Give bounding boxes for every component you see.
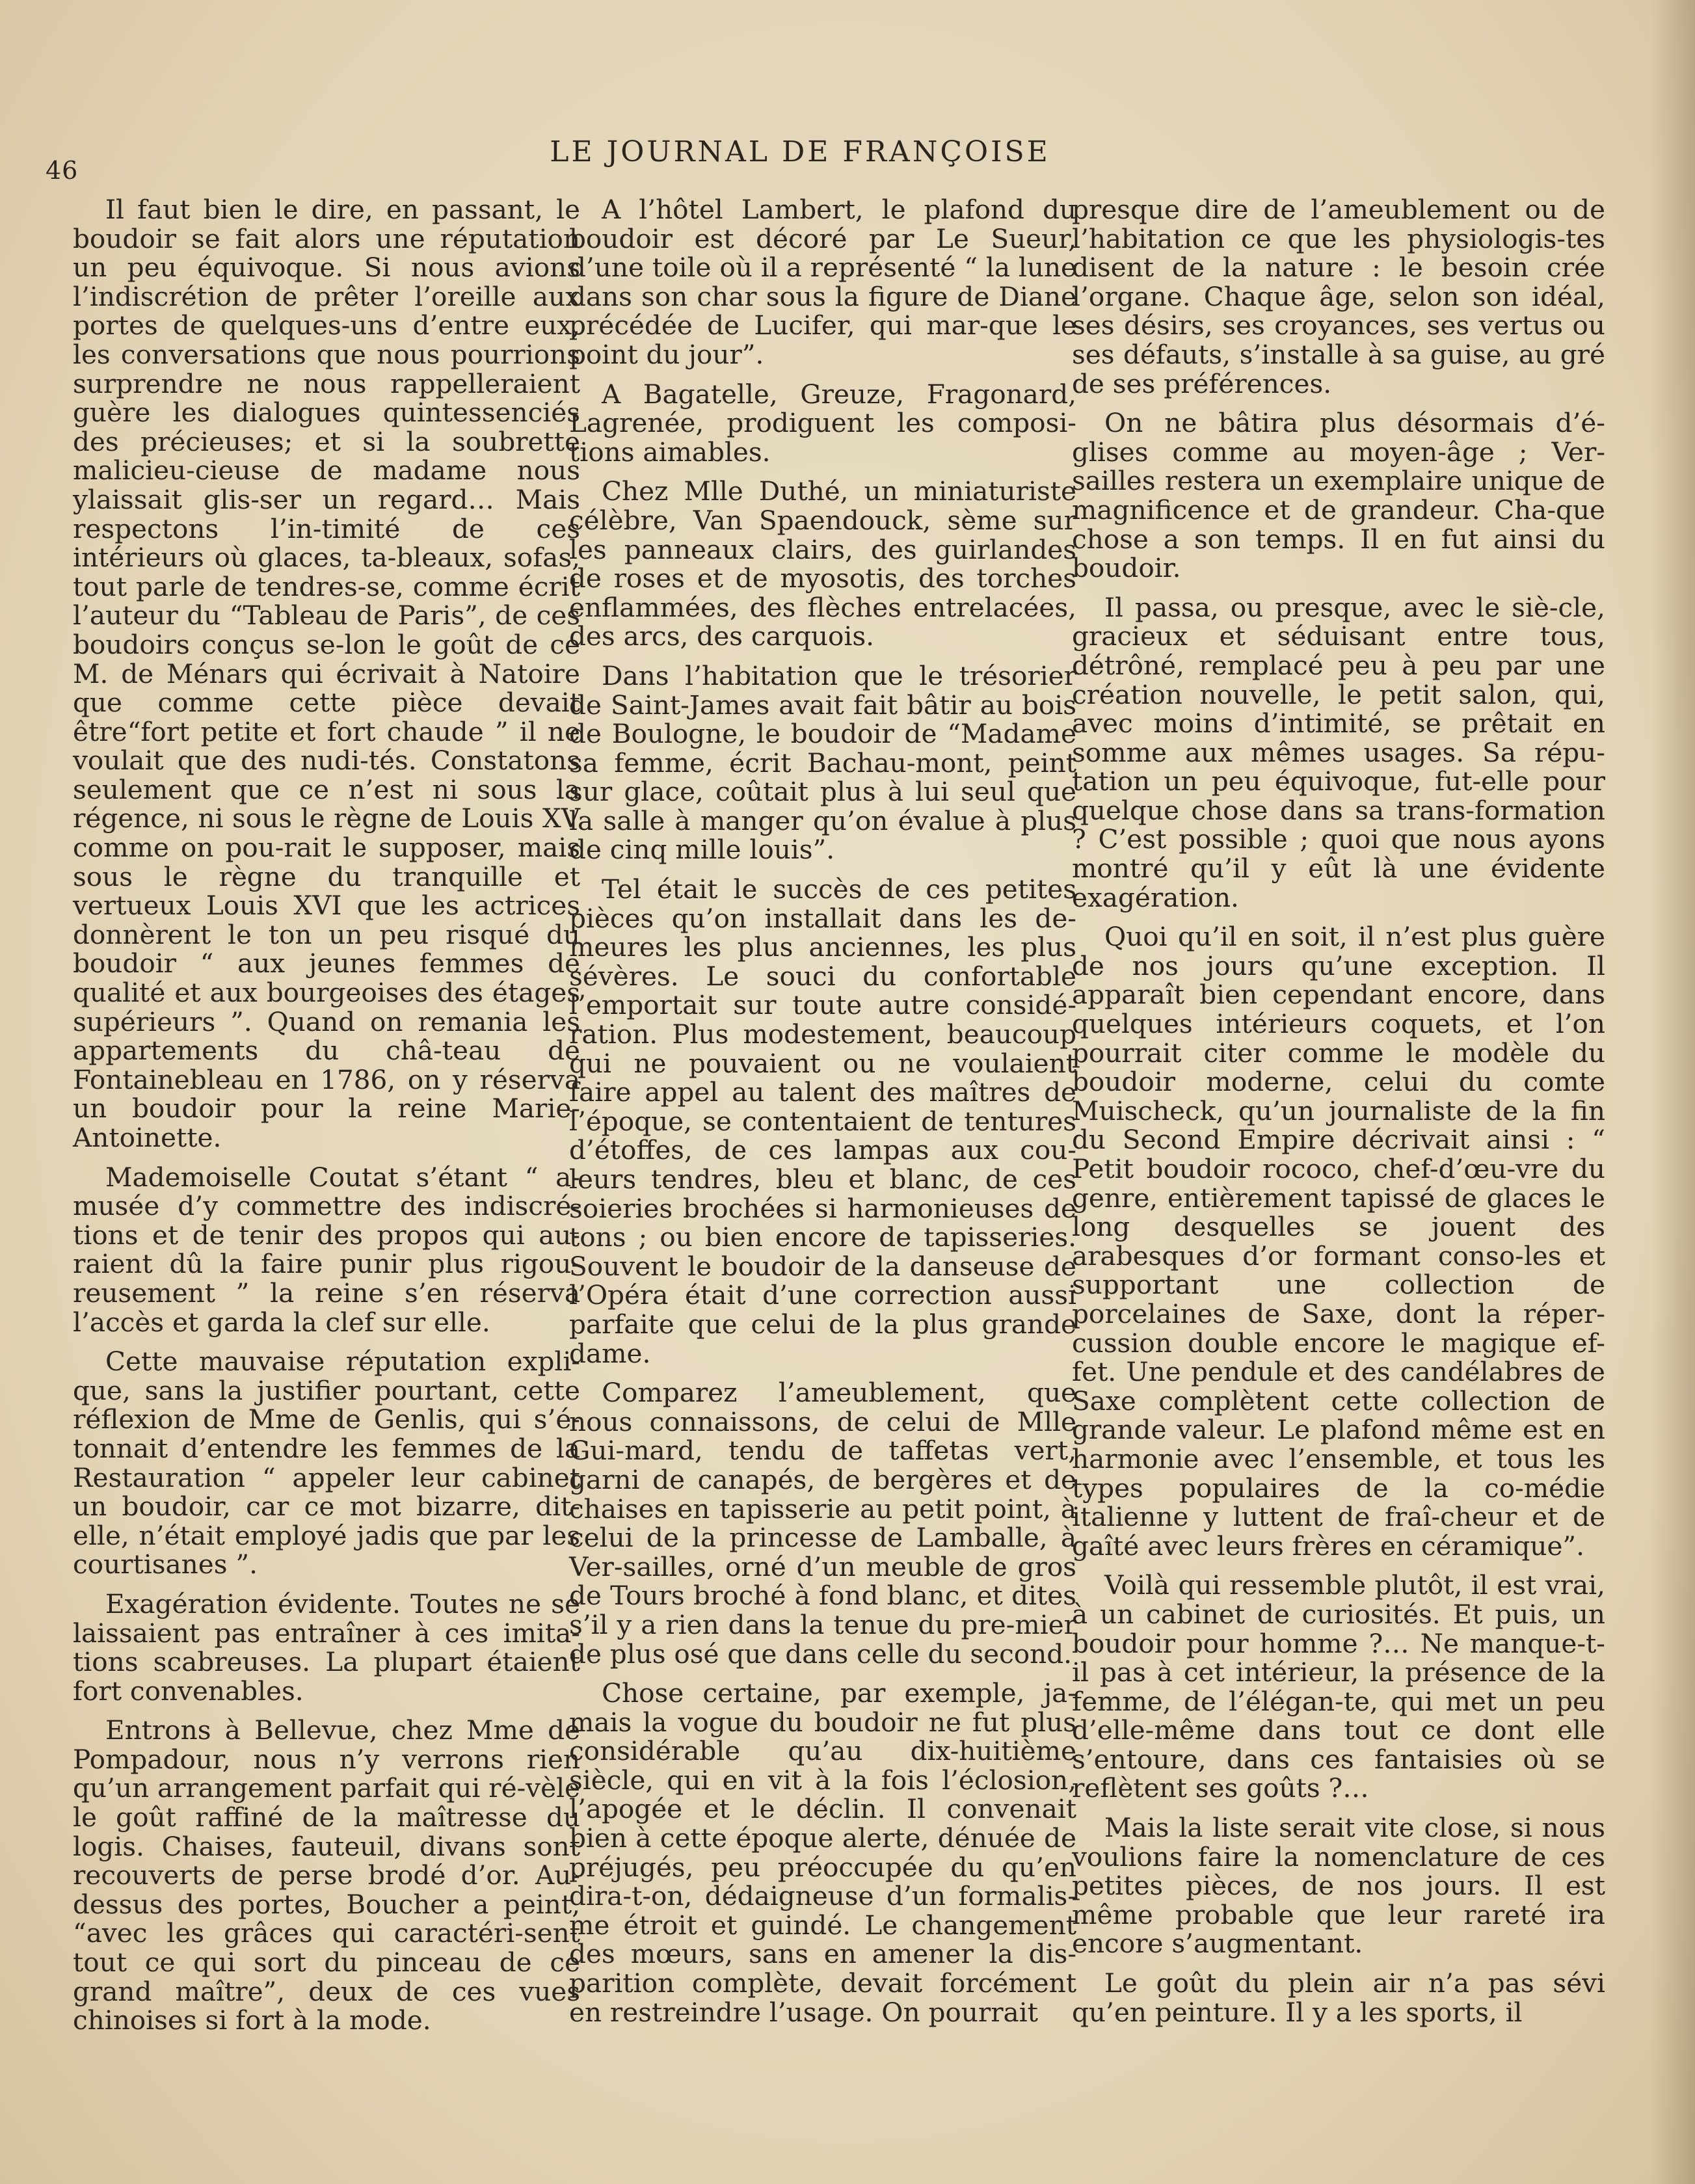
paragraph: Entrons à Bellevue, chez Mme de Pompadour, nous n’y verrons rien qu’un arrangement parfait qui ré-vèle le goût raffiné de la maîtresse du logis. Chaises, fauteuil, divans sont recouverts de perse brodé d’or. Au-dessus des portes, Boucher a peint, “avec les grâces qui caractéri-sent tout ce qui sort du pinceau de ce grand maître”, deux de ces vues chinoises si fort à la mode. (73, 1714, 580, 2036)
paragraph: A l’hôtel Lambert, le plafond du boudoir est décoré par Le Sueur, d’une toile où il a représenté “ la lune dans son char sous la figure de Diane précédée de Lucifer, qui mar-que le point du jour”. (569, 194, 1076, 370)
page-edge-shadow (1649, 0, 1695, 2184)
paragraph: Exagération évidente. Toutes ne se laissaient pas entraîner à ces imita-tions scabreuses. La plupart étaient fort convenables. (73, 1588, 580, 1707)
paragraph: Comparez l’ameublement, que nous connaissons, de celui de Mlle Gui-mard, tendu de taffetas vert, garni de canapés, de bergères et de chaises en tapisserie au petit point, à celui de la princesse de Lamballe, à Ver-sailles, orné d’un meuble de gros de Tours broché à fond blanc, et dites s’il y a rien dans la tenue du pre-mier de plus osé que dans celle du second. (569, 1377, 1076, 1670)
paragraph: presque dire de l’ameublement ou de l’habitation ce que les physiologis-tes disent de la nature : le besoin crée l’organe. Chaque âge, selon son idéal, ses désirs, ses croyances, ses vertus ou ses défauts, s’installe à sa guise, au gré de ses préférences. (1072, 194, 1605, 399)
paragraph: On ne bâtira plus désormais d’é-glises comme au moyen-âge ; Ver-sailles restera un exemplaire unique de magnificence et de grandeur. Cha-que chose a son temps. Il en fut ainsi du boudoir. (1072, 407, 1605, 584)
paragraph: Voilà qui ressemble plutôt, il est vrai, à un cabinet de curiosités. Et puis, un boudoir pour homme ?… Ne manque-t-il pas à cet intérieur, la présence de la femme, de l’élégan-te, qui met un peu d’elle-même dans tout ce dont elle s’entoure, dans ces fantaisies où se reflètent ses goûts ?… (1072, 1569, 1605, 1804)
paragraph: Chose certaine, par exemple, ja-mais la vogue du boudoir ne fut plus considérable qu’au dix-huitième siècle, qui en vit à la fois l’éclosion, l’apogée et le déclin. Il convenait bien à cette époque alerte, dénuée de préjugés, peu préoccupée du qu’en dira-t-on, dédaigneuse d’un formalis-me étroit et guindé. Le changement des mœurs, sans en amener la dis-parition complète, devait forcément en restreindre l’usage. On pourrait (569, 1677, 1076, 2028)
paragraph: Mademoiselle Coutat s’étant “ a-musée d’y commettre des indiscré-tions et de tenir des propos qui au-raient dû la faire punir plus rigou-reusement ” la reine s’en réserva l’accès et garda la clef sur elle. (73, 1161, 580, 1338)
paragraph: Cette mauvaise réputation expli-que, sans la justifier pourtant, cette réflexion de Mme de Genlis, qui s’é-tonnait d’entendre les femmes de la Restauration “ appeler leur cabinet un boudoir, car ce mot bizarre, dit-elle, n’était employé jadis que par les courtisanes ”. (73, 1346, 580, 1580)
text-column-3 (1072, 195, 1605, 2037)
paragraph: A Bagatelle, Greuze, Fragonard, Lagrenée, prodiguent les composi-tions aimables. (569, 378, 1076, 468)
page-number: 46 (46, 156, 79, 185)
paragraph: Chez Mlle Duthé, un miniaturiste célèbre, Van Spaendouck, sème sur les panneaux clairs, des guirlandes de roses et de myosotis, des torches enflammées, des flèches entrelacées, des arcs, des carquois. (569, 475, 1076, 652)
paragraph: Dans l’habitation que le trésorier de Saint-James avait fait bâtir au bois de Boulogne, le boudoir de “Madame sa femme, écrit Bachau-mont, peint sur glace, coûtait plus à lui seul que la salle à manger qu’on évalue à plus de cinq mille louis”. (569, 659, 1076, 866)
text-column-2 (569, 195, 1076, 2037)
paragraph: Quoi qu’il en soit, il n’est plus guère de nos jours qu’une exception. Il apparaît bien cependant encore, dans quelques intérieurs coquets, et l’on pourrait citer comme le modèle du boudoir moderne, celui du comte Muischeck, qu’un journaliste de la fin du Second Empire décrivait ainsi : “ Petit boudoir rococo, chef-d’œu-vre du genre, entièrement tapissé de glaces le long desquelles se jouent des arabesques d’or formant conso-les et supportant une collection de porcelaines de Saxe, dont la réper-cussion double encore le magique ef-fet. Une pendule et des candélabres de Saxe complètent cette collection de grande valeur. Le plafond même est en harmonie avec l’ensemble, et tous les types populaires de la co-médie italienne y luttent de fraî-cheur et de gaîté avec leurs frères en céramique”. (1072, 921, 1605, 1562)
paragraph: Il faut bien le dire, en passant, le boudoir se fait alors une réputation un peu équivoque. Si nous avions l’indiscrétion de prêter l’oreille aux portes de quelques-uns d’entre eux, les conversations que nous pourrions surprendre ne nous rappelleraient guère les dialogues quintessenciés des précieuses; et si la soubrette malicieu-cieuse de madame nous ylaissait glis-ser un regard… Mais respectons l’in-timité de ces intérieurs où glaces, ta-bleaux, sofas, tout parle de tendres-se, comme écrit l’auteur du “Tableau de Paris”, de ces boudoirs conçus se-lon le goût de ce M. de Ménars qui écrivait à Natoire que comme cette pièce devait être“fort petite et fort chaude ” il ne voulait que des nudi-tés. Constatons seulement que ce n’est ni sous la régence, ni sous le règne de Louis XV comme on pou-rait le supposer, mais sous le règne du tranquille et vertueux Louis XVI que les actrices donnèrent le ton un peu risqué du boudoir “ aux jeunes femmes de qualité et aux bourgeoises des étages supérieurs ”. Quand on remania les appartements du châ-teau de Fontainebleau en 1786, on y réserva un boudoir pour la reine Marie-Antoinette. (73, 194, 580, 1153)
paragraph: Le goût du plein air n’a pas sévi qu’en peinture. Il y a les sports, il (1072, 1967, 1605, 2028)
paragraph: Tel était le succès de ces petites pièces qu’on installait dans les de-meures les plus anciennes, les plus sévères. Le souci du confortable l’emportait sur toute autre considé-ration. Plus modestement, beaucoup qui ne pouvaient ou ne voulaient faire appel au talent des maîtres de l’époque, se contentaient de tentures d’étoffes, de ces lampas aux cou-leurs tendres, bleu et blanc, de ces soieries brochées si harmonieuses de tons ; ou bien encore de tapisseries. Souvent le boudoir de la danseuse de l’Opéra était d’une correction aussi parfaite que celui de la plus grande dame. (569, 873, 1076, 1369)
text-column-1 (73, 195, 580, 2045)
paragraph: Mais la liste serait vite close, si nous voulions faire la nomenclature de ces petites pièces, de nos jours. Il est même probable que leur rareté ira encore s’augmentant. (1072, 1812, 1605, 1960)
paragraph: Il passa, ou presque, avec le siè-cle, gracieux et séduisant entre tous, détrôné, remplacé peu à peu par une création nouvelle, le petit salon, qui, avec moins d’intimité, se prêtait en somme aux mêmes usages. Sa répu-tation un peu équivoque, fut-elle pour quelque chose dans sa trans-formation ? C’est possible ; quoi que nous ayons montré qu’il y eût là une évidente exagération. (1072, 591, 1605, 913)
running-title: LE JOURNAL DE FRANÇOISE (550, 135, 1050, 168)
